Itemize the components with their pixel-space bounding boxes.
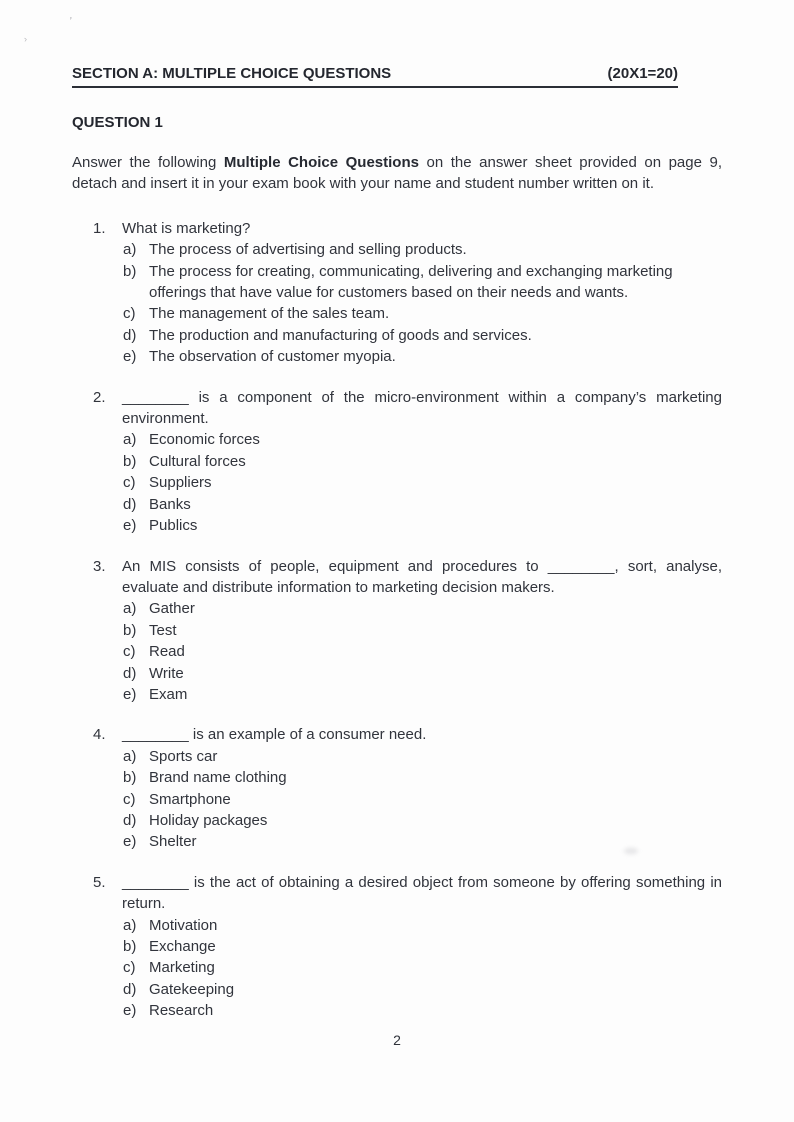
question-list <box>93 218 722 1022</box>
question-1 <box>93 218 722 368</box>
option-text: Exam <box>149 685 188 703</box>
option-c <box>123 303 722 324</box>
option-d <box>123 979 722 1000</box>
option-list <box>123 598 722 705</box>
option-d <box>123 810 722 831</box>
option-text: Cultural forces <box>149 452 246 470</box>
option-letter: a) <box>123 600 137 618</box>
question-number: 4. <box>93 726 106 744</box>
option-letter: c) <box>123 959 136 977</box>
option-letter: d) <box>123 811 137 829</box>
instructions-post: on the answer sheet provided on page 9, detach and insert it in your exam book with your name and student number written on it. <box>72 154 723 193</box>
option-letter: d) <box>123 495 137 513</box>
option-list <box>123 239 722 367</box>
question-5 <box>93 872 722 1022</box>
option-letter: b) <box>123 769 137 787</box>
option-text: Motivation <box>149 916 218 934</box>
section-header <box>72 64 678 88</box>
option-list <box>123 915 722 1022</box>
option-b <box>123 261 722 304</box>
question-heading: QUESTION 1 <box>72 114 163 131</box>
option-list <box>123 429 722 536</box>
option-letter: c) <box>123 474 136 492</box>
option-letter: e) <box>123 348 137 366</box>
option-letter: e) <box>123 685 137 703</box>
section-marks: (20X1=20) <box>607 65 678 82</box>
option-c <box>123 789 722 810</box>
option-text: Gather <box>149 600 195 618</box>
option-a <box>123 429 722 450</box>
option-text: Brand name clothing <box>149 769 287 787</box>
option-letter: b) <box>123 938 137 955</box>
question-body <box>122 218 722 368</box>
question-text: ________ is the act of obtaining a desired object from someone by offering something in return. <box>122 873 722 913</box>
page-number: 2 <box>393 1032 401 1048</box>
option-c <box>123 472 722 493</box>
question-text: ________ is an example of a consumer need. <box>122 726 427 744</box>
question-2 <box>93 387 722 537</box>
option-d <box>123 663 722 684</box>
question-text: ________ is a component of the micro-environment within a company’s marketing environment. <box>122 388 722 428</box>
option-letter: c) <box>123 643 136 661</box>
option-letter: b) <box>123 452 137 470</box>
option-a <box>123 598 722 619</box>
option-b <box>123 451 722 472</box>
option-letter: b) <box>123 262 137 280</box>
option-text: Marketing <box>149 959 215 977</box>
option-text: The process of advertising and selling products. <box>149 241 467 259</box>
question-number: 2. <box>93 388 106 406</box>
option-letter: e) <box>123 517 137 535</box>
option-letter: a) <box>123 916 137 934</box>
question-3 <box>93 556 722 706</box>
option-text: The process for creating, communicating, delivering and exchanging marketing offerings that have value for customers based on their needs and wants. <box>149 262 673 302</box>
question-number: 3. <box>93 557 106 575</box>
question-number: 5. <box>93 873 106 891</box>
option-text: Publics <box>149 517 198 535</box>
option-e <box>123 346 722 367</box>
option-text: The management of the sales team. <box>149 305 390 323</box>
option-text: Test <box>149 621 177 639</box>
option-a <box>123 915 722 936</box>
option-text: Smartphone <box>149 790 231 808</box>
option-c <box>123 641 722 662</box>
question-4 <box>93 724 722 852</box>
option-text: Holiday packages <box>149 811 268 829</box>
option-letter: a) <box>123 241 137 259</box>
question-body <box>122 724 722 852</box>
instructions-pre: Answer the following <box>72 154 224 171</box>
option-letter: a) <box>123 431 137 449</box>
option-e <box>123 1000 722 1021</box>
scan-artifact <box>624 848 638 854</box>
option-letter: e) <box>123 1002 137 1020</box>
scan-artifact: ’ <box>67 15 73 28</box>
option-text: Read <box>149 643 185 661</box>
question-text: An MIS consists of people, equipment and procedures to ________, sort, analyse, evaluate and distribute information to marketing decision makers. <box>122 557 722 596</box>
option-a <box>123 746 722 767</box>
option-text: Research <box>149 1002 214 1020</box>
question-body <box>122 556 722 706</box>
question-body <box>122 872 722 1022</box>
scan-artifact: › <box>23 33 28 45</box>
option-b <box>123 936 722 957</box>
option-a <box>123 239 722 260</box>
option-c <box>123 957 722 978</box>
question-text: What is marketing? <box>122 219 251 237</box>
option-letter: b) <box>123 621 137 639</box>
option-list <box>123 746 722 853</box>
option-letter: e) <box>123 833 137 851</box>
option-letter: d) <box>123 980 137 998</box>
option-text: Write <box>149 664 184 682</box>
question-number: 1. <box>93 219 106 237</box>
option-letter: c) <box>123 790 136 808</box>
section-title: SECTION A: MULTIPLE CHOICE QUESTIONS <box>72 65 392 82</box>
option-letter: c) <box>123 305 136 323</box>
question-body <box>122 387 722 537</box>
option-text: Banks <box>149 495 191 513</box>
option-text: The production and manufacturing of goods and services. <box>149 326 532 344</box>
option-e <box>123 515 722 536</box>
option-text: Shelter <box>149 833 197 851</box>
option-d <box>123 325 722 346</box>
option-letter: d) <box>123 326 137 344</box>
option-letter: d) <box>123 664 137 682</box>
option-text: Sports car <box>149 747 218 765</box>
option-e <box>123 684 722 705</box>
option-text: Exchange <box>149 938 216 955</box>
instructions-paragraph <box>72 152 722 195</box>
option-letter: a) <box>123 747 137 765</box>
instructions-bold: Multiple Choice Questions <box>223 154 419 171</box>
option-text: Economic forces <box>149 431 260 449</box>
option-text: Gatekeeping <box>149 980 235 998</box>
option-d <box>123 494 722 515</box>
option-text: The observation of customer myopia. <box>149 348 396 366</box>
option-b <box>123 620 722 641</box>
option-b <box>123 767 722 788</box>
option-text: Suppliers <box>149 474 212 492</box>
